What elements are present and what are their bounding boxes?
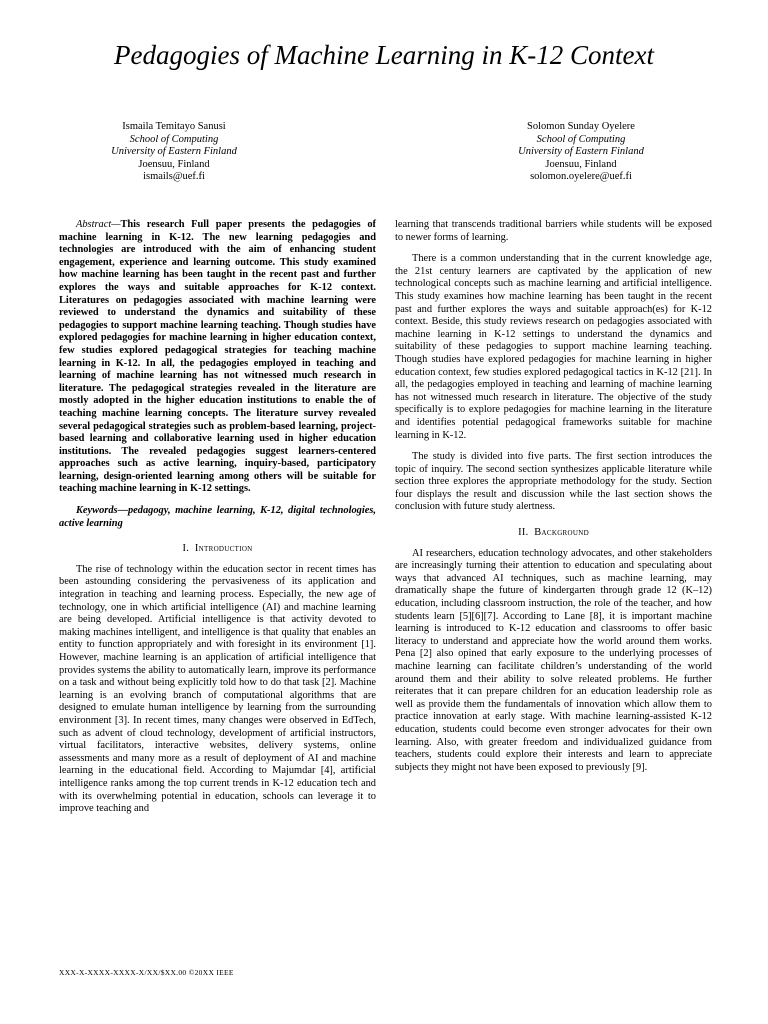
section-heading-background (395, 527, 712, 540)
section-heading-introduction (59, 543, 376, 556)
paragraph: The study is divided into five parts. The first section introduces the topic of inquiry. The second section synthesizes applicable literature while section three explores the appropriate methodology for the study. Section four displays the result and discussion while the last section shows the conclusion with future study alertness. (395, 451, 712, 513)
right-column (395, 219, 712, 783)
paragraph: There is a common understanding that in the current knowledge age, the 21st century learners are captivated by the application of new technological concepts such as machine learning and artificial intelligence. This study examines how machine learning has been taught in the recent past and further explores the ways and suitable approach(es) for K-12 context. Beside, this study reviews research on pedagogies associated with machine learning in K-12 settings to understand the dynamics and suitability of these pedagogies to support machine learning teaching. Though studies have explored pedagogies for machine learning in higher education context, few studies explored pedagogical tactics in K-12 [21]. In all, the pedagogies employed in teaching and learning of machine learning has not witnessed much research in literature. The objective of the study specifically is to explore pedagogies for machine learning in the literature and identifies potential pedagogical frameworks suitable for machine learning in K-12. (395, 253, 712, 441)
author-department: School of Computing (536, 133, 626, 145)
keywords-text: pedagogy, machine learning, K-12, digital technologies, active learning (59, 505, 376, 529)
author-name: Ismaila Temitayo Sanusi (122, 121, 226, 132)
paragraph: AI researchers, education technology advocates, and other stakeholders are increasingly turning their attention to education and speculating about ways that advanced AI techniques, such as machine learning, may dramatically shape the future of kindergarten through grade 12 (K–12) education, including classroom instruction, the role of the teacher, and how students learn [5][6][7]. According to Lane [8], it is important machine learning is introduced to K-12 education and classrooms to offer basic literacy to understand and appreciate how the world around them works. Pena [2] also opined that early exposure to the underlying processes of machine learning can facilitate children’s understanding of the world around them and their ability to solve releated problems. He further reiterates that it can prepare children for an education leadership role as well as provide them the fundamentals of innovation which allow them to practice innovation at early stage. With machine learning-assisted K-12 education, students could become even stronger advocates for their own learning. Also, with greater freedom and individualized guidance from teachers, students could explore their interests and learn to appreciate subjects they might not have been exposed to previously [9]. (395, 547, 712, 773)
abstract-label: Abstract— (76, 219, 121, 230)
copyright-footer: XXX-X-XXXX-XXXX-X/XX/$XX.00 ©20XX IEEE (59, 968, 234, 977)
paragraph: The rise of technology within the education sector in recent times has been astounding considering the pervasiveness of its application and integration in teaching and learning process. Especially, the new age of technology, one in which artificial intelligence (AI) and machine learning are being developed. Artificial intelligence is that activity devoted to making machines intelligent, and intelligence is that quality that enables an entity to function appropriately and with foresight in its environment [1]. However, machine learning is an application of artificial intelligence that provides systems the ability to automatically learn, improve its performance on a task and without being explicitly told how to do that task [2]. Machine learning is an evolving branch of computational algorithms that are designed to emulate human intelligence by learning from the surrounding environment [3]. In recent times, many changes were observed in EdTech, such as advent of cloud technology, development of artificial instructors, virtual facilitators, interactive websites, delivery systems, online assessments and many more as a result of deployment of AI and machine learning in the educational field. According to Majumdar [4], artificial intelligence ranks among the top current trends in K-12 education tech and with its overwhelming potential in education, schools can leverage it to improve teaching and (59, 563, 376, 815)
author-email[interactable]: ismails@uef.fi (143, 171, 205, 183)
author-block-1 (44, 121, 304, 184)
abstract (59, 219, 376, 496)
author-location: Joensuu, Finland (138, 158, 210, 170)
section-title: Introduction (194, 543, 253, 555)
section-title: Background (534, 527, 589, 539)
author-email[interactable]: solomon.oyelere@uef.fi (530, 171, 632, 183)
author-location: Joensuu, Finland (545, 158, 617, 170)
keywords-label: Keywords— (76, 505, 128, 517)
abstract-text: This research Full paper presents the pedagogies of machine learning in K-12. The new learning pedagogies and technologies are introduced with the aim of enhancing student engagement, experience and learning outcome. This study examined how machine learning has been taught in the recent past and further explores the ways and suitable approaches for K-12 context. Literatures on pedagogies associated with machine learning were reviewed to understand the dynamics and suitability of these pedagogies to support machine learning teaching. Though studies have explored pedagogies for machine learning in higher education context, few studies explored pedagogical strategies for teaching machine learning in K-12. In all, the pedagogies employed in teaching and learning of machine learning has not witnessed much research in literature. The pedagogical strategies revealed in the literature are mostly adopted in the higher education institutions to enable the of teaching machine learning concepts. The literature survey revealed several pedagogical strategies such as problem-based learning, project-based learning and collaborative learning used in higher education institutions. The revealed pedagogies suggest learners-centered approaches such as active learning, inquiry-based, participatory learning, design-oriented learning among others will be suitable for teaching machine learning in K-12 settings. (59, 219, 376, 495)
section-number: I. (182, 543, 190, 555)
author-block-2 (451, 121, 711, 184)
paragraph: learning that transcends traditional barriers while students will be exposed to newer forms of learning. (395, 219, 712, 243)
left-column (59, 219, 376, 825)
author-department: School of Computing (129, 133, 219, 145)
keywords (59, 505, 376, 530)
section-number: II. (518, 527, 529, 539)
author-university: University of Eastern Finland (518, 146, 644, 158)
author-name: Solomon Sunday Oyelere (527, 121, 635, 132)
paper-title: Pedagogies of Machine Learning in K-12 Context (114, 40, 654, 70)
author-university: University of Eastern Finland (111, 146, 237, 158)
